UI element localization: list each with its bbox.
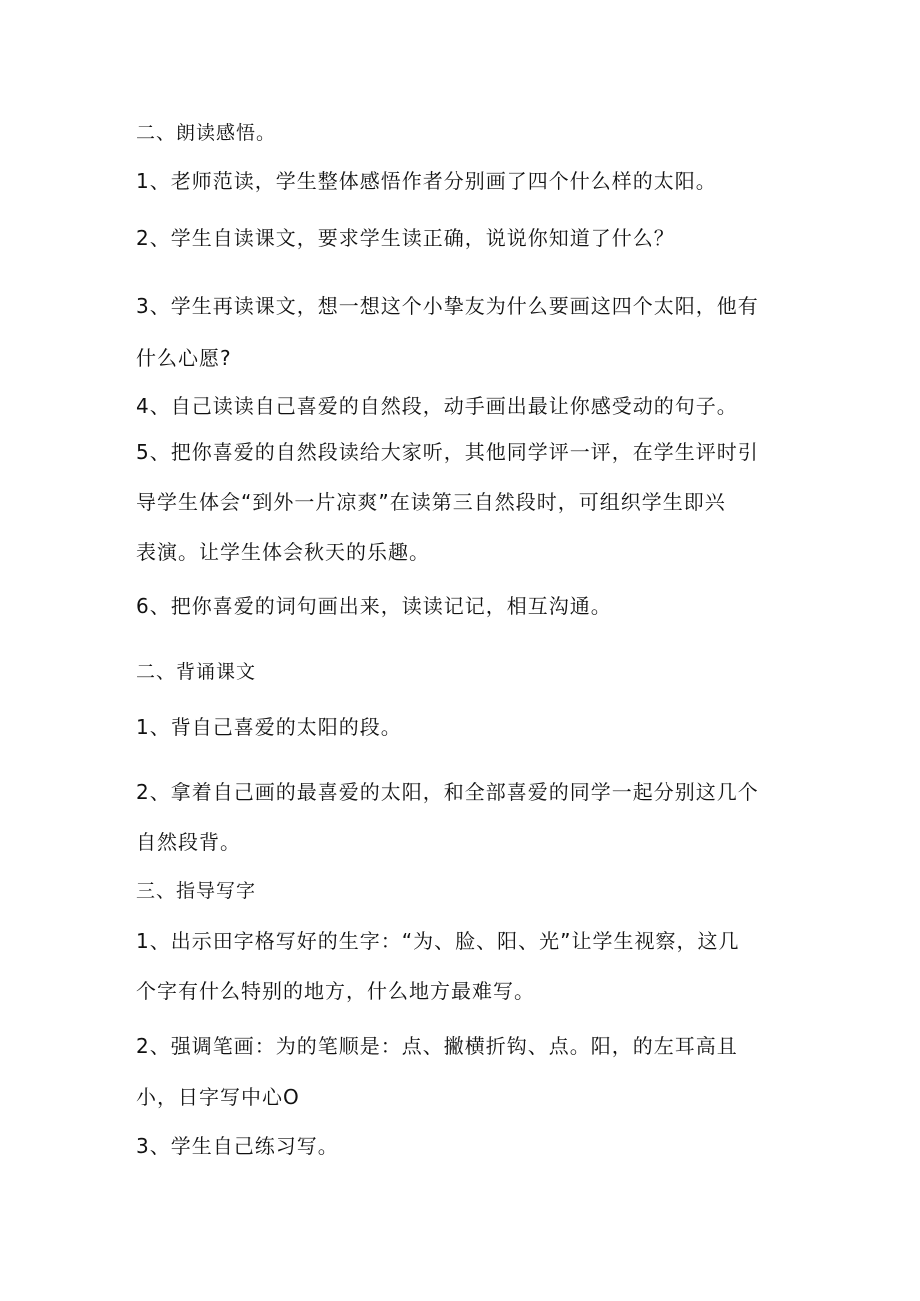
paragraph-line: 3、学生再读课文，想一想这个小挚友为什么要画这四个太阳，他有	[136, 294, 759, 318]
paragraph-line: 表演。让学生体会秋天的乐趣。	[136, 540, 430, 564]
paragraph-line: 个字有什么特别的地方，什么地方最难写。	[136, 979, 535, 1003]
paragraph-line: 3、学生自己练习写。	[136, 1134, 339, 1158]
paragraph-line: 4、自己读读自己喜爱的自然段，动手画出最让你感受动的句子。	[136, 394, 738, 418]
paragraph-line: 自然段背。	[136, 830, 241, 854]
paragraph-line: 6、把你喜爱的词句画出来，读读记记，相互沟通。	[136, 594, 612, 618]
paragraph-line: 小，日字写中心O	[136, 1085, 300, 1109]
paragraph-line: 什么心愿?	[136, 346, 232, 370]
section-heading-reading: 二、朗读感悟。	[136, 122, 277, 144]
paragraph-line: 5、把你喜爱的自然段读给大家听，其他同学评一评，在学生评时引	[136, 440, 759, 464]
paragraph-line: 1、背自己喜爱的太阳的段。	[136, 715, 402, 739]
paragraph-line: 2、拿着自己画的最喜爱的太阳，和全部喜爱的同学一起分别这几个	[136, 780, 759, 804]
paragraph-line: 1、出示田字格写好的生字：“为、脸、阳、光”让学生视察，这几	[136, 929, 740, 953]
paragraph-line: 2、学生自读课文，要求学生读正确，说说你知道了什么？	[136, 226, 675, 250]
section-heading-recite: 二、背诵课文	[136, 661, 257, 683]
paragraph-line: 1、老师范读，学生整体感悟作者分别画了四个什么样的太阳。	[136, 169, 717, 193]
paragraph-line: 2、强调笔画：为的笔顺是：点、撇横折钩、点。阳，的左耳高且	[136, 1034, 738, 1058]
paragraph-line: 导学生体会“到外一片凉爽”在读第三自然段时，可组织学生即兴	[136, 490, 726, 514]
section-heading-writing: 三、指导写字	[136, 880, 257, 902]
